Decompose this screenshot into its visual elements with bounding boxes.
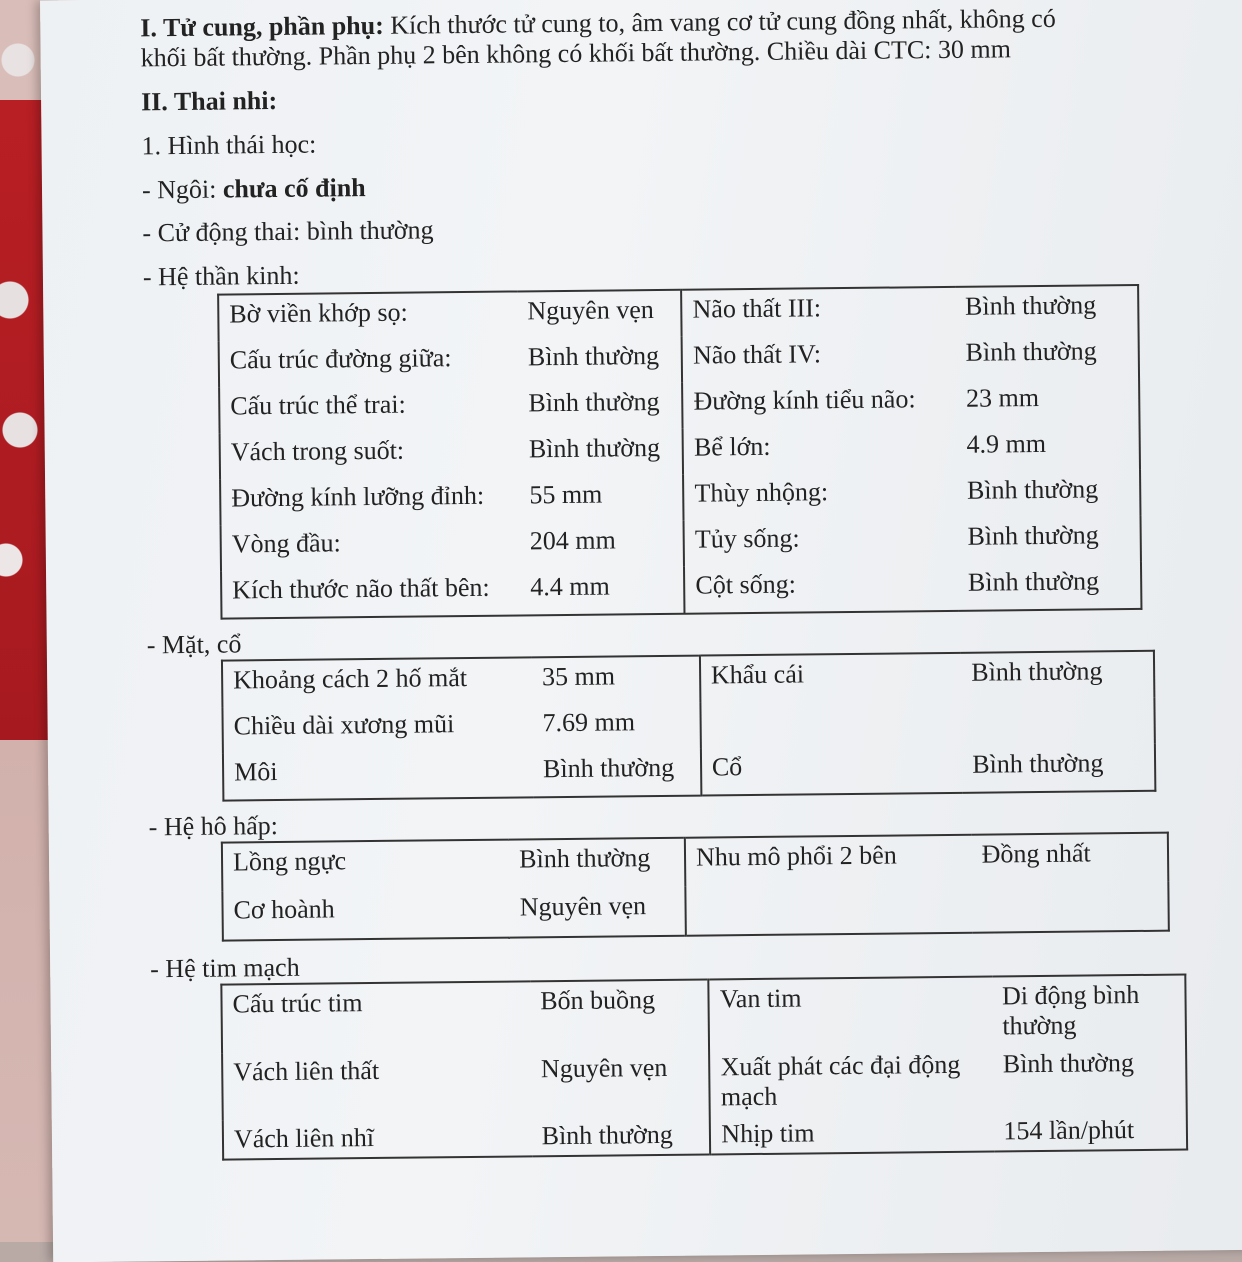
row-label: Vách liên thất	[233, 1055, 380, 1087]
presentation-line	[142, 164, 1202, 205]
row-label: Kích thước não thất bên:	[232, 572, 490, 605]
row-value: 4.9 mm	[966, 429, 1047, 459]
row-label: Cơ hoành	[233, 894, 335, 925]
document-page	[40, 0, 1242, 1262]
table-row	[222, 1043, 1187, 1121]
row-label: Đường kính tiểu não:	[693, 384, 916, 416]
row-value: Bình thường	[519, 429, 684, 477]
row-value: 35 mm	[532, 656, 700, 705]
row-value: Bình thường	[531, 1116, 710, 1157]
row-value: Bình thường	[966, 474, 1099, 505]
section1-text-line1: Kích thước tử cung to, âm vang cơ tử cung đồng nhất, không có	[383, 3, 1056, 40]
row-label: Thùy nhộng:	[694, 477, 829, 508]
row-value: Bình thường	[965, 336, 1097, 368]
row-label: Cấu trúc thể trai:	[230, 389, 406, 421]
row-value: Bình thường	[518, 383, 683, 431]
document-content	[140, 2, 1212, 1161]
row-label: Van tim	[719, 983, 802, 1014]
row-value: 204 mm	[520, 521, 685, 569]
face-neck-title: - Mặt, cổ	[146, 629, 242, 660]
respiratory-title: - Hệ hô hấp:	[148, 811, 279, 842]
row-label: Bờ viền khớp sọ:	[229, 297, 408, 329]
row-value: Bình thường	[964, 290, 1097, 322]
row-label: Bể lớn:	[693, 432, 771, 462]
row-label: Cấu trúc đường giữa:	[229, 343, 452, 375]
row-label: Khẩu cái	[710, 659, 805, 690]
row-value: 154 lần/phút	[1003, 1115, 1135, 1146]
row-value: Nguyên vẹn	[517, 290, 682, 339]
row-label: Nhịp tim	[721, 1118, 815, 1149]
row-label: Chiều dài xương mũi	[233, 709, 455, 741]
face-neck-table	[221, 650, 1156, 802]
presentation-value: chưa cố định	[222, 172, 366, 204]
row-value: 4.4 mm	[520, 567, 685, 616]
respiratory-table	[221, 832, 1170, 942]
row-label: Tủy sống:	[694, 523, 800, 554]
morphology-heading: 1. Hình thái học:	[141, 129, 317, 161]
row-value: 7.69 mm	[532, 703, 700, 751]
section1-line2: khối bất thường. Phần phụ 2 bên không có khối bất thường. Chiều dài CTC: 30 mm	[140, 34, 1012, 73]
row-label	[685, 884, 972, 936]
row-label: Nhu mô phổi 2 bên	[695, 840, 897, 872]
table-row	[222, 882, 1168, 941]
row-value	[972, 882, 1169, 933]
row-value: Nguyên vẹn	[531, 1048, 710, 1118]
row-value: Bình thường	[971, 656, 1103, 687]
row-label: Xuất phát các đại động mạch	[720, 1049, 961, 1111]
row-label: Não thất IV:	[692, 339, 822, 370]
row-value: 23 mm	[965, 383, 1040, 413]
row-label: Cột sống:	[695, 569, 797, 600]
row-value	[962, 698, 1155, 746]
cardio-table	[220, 973, 1188, 1161]
table-row	[221, 562, 1141, 619]
row-label	[700, 700, 962, 749]
row-label: Não thất III:	[692, 293, 822, 324]
table-row	[221, 974, 1186, 1053]
section2-title: II. Thai nhi:	[140, 85, 278, 117]
row-label: Cổ	[711, 752, 743, 782]
row-value: 55 mm	[519, 475, 684, 523]
row-value: Bình thường	[533, 749, 701, 798]
row-label: Khoảng cách 2 hố mắt	[233, 663, 468, 695]
nervous-system-title: - Hệ thần kinh:	[142, 261, 300, 292]
row-value: Bình thường	[509, 838, 685, 889]
row-label: Môi	[233, 757, 278, 787]
row-value: Bình thường	[972, 748, 1104, 779]
cardio-title: - Hệ tim mạch	[150, 952, 300, 984]
row-value: Bình thường	[967, 520, 1099, 551]
presentation-label: - Ngôi:	[141, 174, 224, 204]
row-label: Vòng đầu:	[231, 528, 341, 559]
row-value: Bình thường	[518, 337, 683, 385]
nervous-system-table	[217, 284, 1142, 620]
fetal-movement: - Cử động thai: bình thường	[142, 215, 434, 248]
row-value: Bình thường	[967, 566, 1100, 597]
row-label: Lồng ngực	[232, 846, 347, 877]
row-label: Đường kính lưỡng đỉnh:	[231, 481, 485, 513]
row-label: Cấu trúc tim	[232, 988, 363, 1019]
row-value: Di động bình thường	[1001, 979, 1140, 1041]
row-label: Vách trong suốt:	[230, 435, 405, 467]
row-value: Bình thường	[1002, 1047, 1135, 1079]
row-value: Bốn buồng	[530, 979, 709, 1050]
row-label: Vách liên nhĩ	[233, 1123, 375, 1154]
table-row	[223, 744, 1155, 801]
section1-title: I. Tử cung, phần phụ:	[140, 10, 384, 43]
row-value: Đồng nhất	[981, 838, 1091, 869]
row-value: Nguyên vẹn	[510, 887, 686, 938]
